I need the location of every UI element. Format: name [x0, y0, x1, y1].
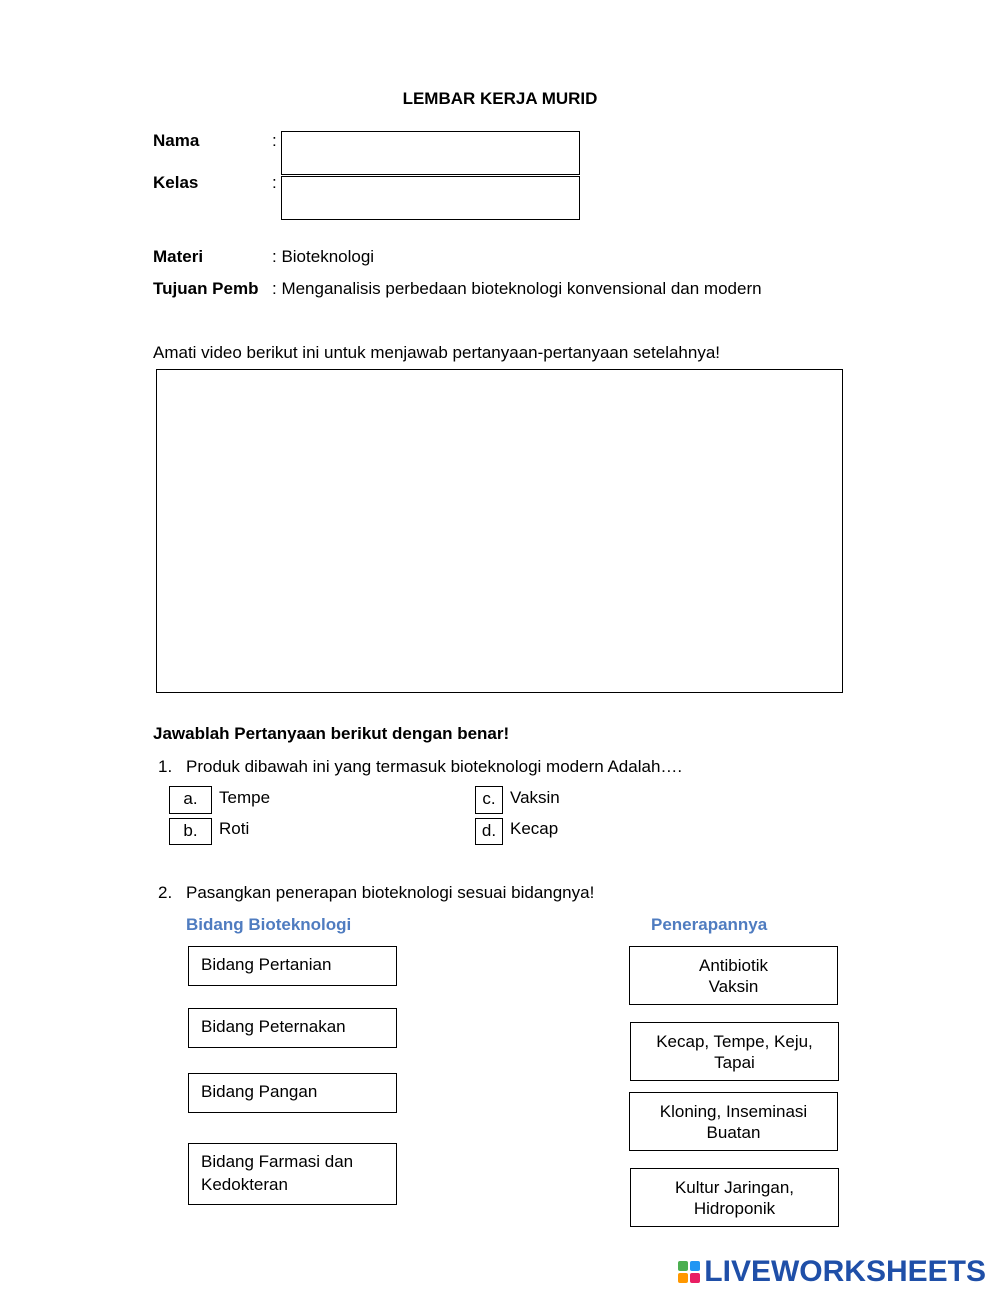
video-player[interactable]	[156, 369, 843, 693]
match-right-line: Vaksin	[708, 976, 759, 996]
q1-option-d-box[interactable]: d.	[475, 818, 503, 845]
match-right-line: Kultur Jaringan,	[674, 1177, 795, 1197]
match-left-item[interactable]: Bidang Pangan	[188, 1073, 397, 1113]
tujuan-label: Tujuan Pemb	[153, 279, 259, 298]
q1-option-d-text: Kecap	[510, 819, 559, 838]
materi-value: : Bioteknologi	[272, 247, 375, 266]
match-right-line: Antibiotik	[699, 955, 768, 975]
match-left-item[interactable]: Bidang Pertanian	[188, 946, 397, 986]
q1-option-a-text: Tempe	[219, 788, 271, 807]
match-right-line: Kecap, Tempe, Keju,	[656, 1031, 813, 1051]
nama-colon: :	[272, 131, 277, 150]
match-right-item[interactable]	[629, 946, 838, 1005]
match-right-item[interactable]	[629, 1092, 838, 1151]
nama-label: Nama	[153, 131, 200, 150]
q1-option-c-box[interactable]: c.	[475, 786, 503, 814]
kelas-label: Kelas	[153, 173, 199, 192]
q1-text: Produk dibawah ini yang termasuk bioteknologi modern Adalah….	[186, 757, 683, 776]
questions-heading: Jawablah Pertanyaan berikut dengan benar!	[153, 724, 510, 743]
match-left-item[interactable]: Bidang Farmasi dan Kedokteran	[188, 1143, 397, 1205]
materi-label: Materi	[153, 247, 204, 266]
kelas-colon: :	[272, 173, 277, 192]
q2-number: 2.	[158, 883, 173, 902]
match-right-line: Hidroponik	[693, 1198, 776, 1218]
kelas-input[interactable]	[281, 176, 580, 220]
nama-input[interactable]	[281, 131, 580, 175]
q2-left-heading: Bidang Bioteknologi	[186, 915, 352, 934]
match-right-line: Buatan	[706, 1122, 761, 1142]
q1-option-a-box[interactable]: a.	[169, 786, 212, 814]
q2-text: Pasangkan penerapan bioteknologi sesuai bidangnya!	[186, 883, 595, 902]
q1-option-c-text: Vaksin	[510, 788, 560, 807]
liveworksheets-logo	[678, 1255, 986, 1289]
match-left-item[interactable]: Bidang Peternakan	[188, 1008, 397, 1048]
tujuan-value: : Menganalisis perbedaan bioteknologi konvensional dan modern	[272, 279, 762, 298]
match-right-line: Tapai	[714, 1052, 755, 1072]
q1-number: 1.	[158, 757, 173, 776]
match-right-line: Kloning, Inseminasi	[659, 1101, 808, 1121]
logo-text: LIVEWORKSHEETS	[704, 1255, 986, 1288]
video-instruction: Amati video berikut ini untuk menjawab pertanyaan-pertanyaan setelahnya!	[153, 343, 721, 362]
match-right-item[interactable]	[630, 1022, 839, 1081]
match-right-item[interactable]	[630, 1168, 839, 1227]
logo-mark-icon	[678, 1261, 700, 1283]
q1-option-b-text: Roti	[219, 819, 250, 838]
q2-right-heading: Penerapannya	[651, 915, 768, 934]
q1-option-b-box[interactable]: b.	[169, 818, 212, 845]
page-title: LEMBAR KERJA MURID	[402, 89, 598, 108]
